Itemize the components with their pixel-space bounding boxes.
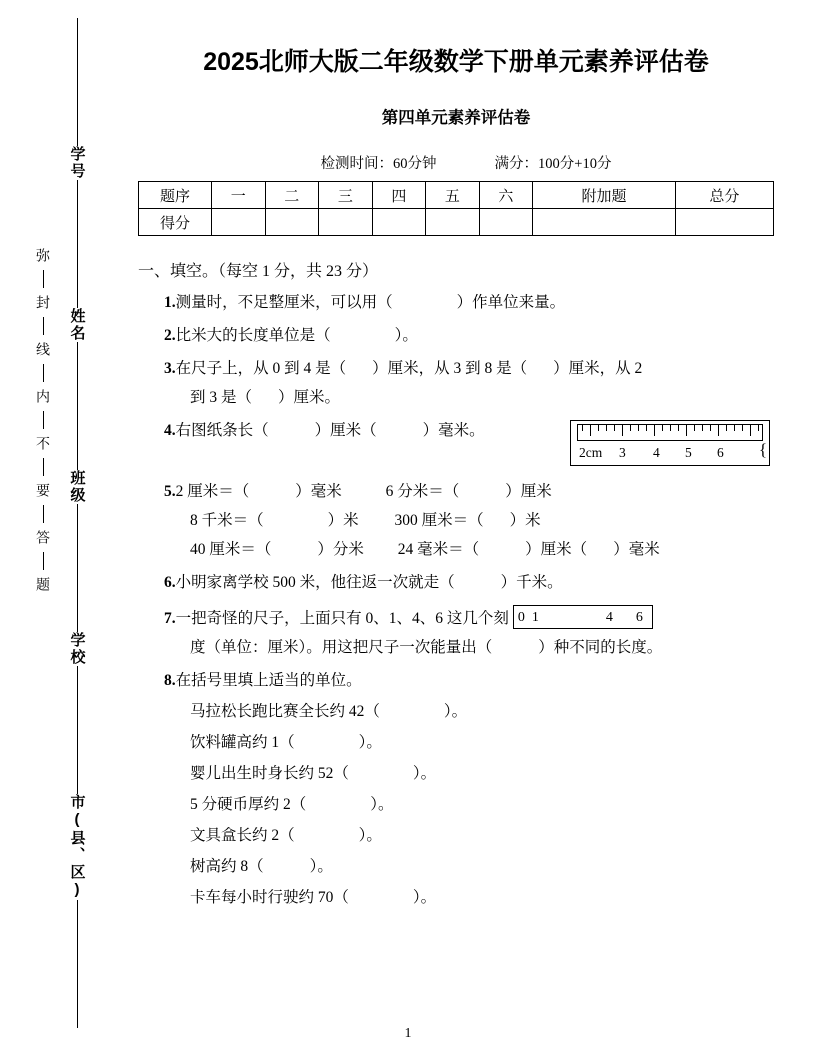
- score-table-header-cell: 五: [426, 182, 480, 209]
- question-4: [138, 420, 774, 470]
- question-8-item-2: [138, 732, 774, 754]
- seal-inner-dash: [43, 505, 44, 523]
- score-table-header-cell: 六: [479, 182, 533, 209]
- seal-inner-dash: [43, 317, 44, 335]
- seal-strip: [26, 18, 126, 1028]
- score-table-row-label: 得分: [139, 209, 212, 236]
- item-text-b: ）。: [412, 889, 437, 906]
- question-5-line1-b: ）毫米: [295, 483, 342, 500]
- seal-label-name: 姓名: [68, 308, 86, 342]
- question-8-item-5: [138, 825, 774, 847]
- ruler-label-3: 5: [685, 445, 692, 460]
- question-3-number: 3.: [164, 360, 176, 377]
- seal-label-city: 市(县、区): [68, 794, 86, 900]
- seal-divider-line: [77, 504, 78, 632]
- score-table: [138, 181, 774, 236]
- score-cell[interactable]: [426, 209, 480, 236]
- strange-ruler-figure: [513, 605, 653, 629]
- seal-divider-line: [77, 666, 78, 794]
- question-5-line2-b: ）米: [327, 512, 359, 529]
- seal-inner-dash: [43, 458, 44, 476]
- score-table-header-cell: 二: [265, 182, 319, 209]
- seal-inner-dash: [43, 270, 44, 288]
- question-2: [138, 325, 774, 347]
- question-8-item-3: [138, 763, 774, 785]
- table-row: [139, 209, 774, 236]
- question-3-line2: [138, 387, 774, 409]
- question-5-line2-a: 8 千米＝（: [190, 512, 264, 529]
- question-5-line1-a: 2 厘米＝（: [175, 483, 250, 500]
- page-subtitle: 第四单元素养评估卷: [381, 109, 531, 127]
- page-title: 2025北师大版二年级数学下册单元素养评估卷: [203, 48, 709, 76]
- seal-divider-line: [77, 900, 78, 1028]
- question-7-line1-a: 一把奇怪的尺子，上面只有 0、1、4、6 这几个刻: [175, 610, 509, 627]
- seal-inner-char-2: 封: [35, 295, 51, 310]
- item-text-a: 饮料罐高约 1（: [190, 734, 295, 751]
- score-table-header-cell: 四: [372, 182, 426, 209]
- exam-meta: [138, 152, 774, 173]
- item-text-a: 婴儿出生时身长约 52（: [190, 765, 349, 782]
- ruler-tick-marks: [577, 424, 763, 441]
- question-5-line3-b: ）分米: [317, 541, 364, 558]
- ruler-label-2: 4: [653, 445, 660, 460]
- exam-full-score: 满分：100分+10分: [494, 156, 612, 172]
- question-5-line3-e: ）毫米: [613, 541, 660, 558]
- score-table-header-cell: 附加题: [533, 182, 676, 209]
- question-4-number: 4.: [164, 422, 176, 439]
- ruler-graphic: [570, 420, 770, 466]
- item-text-b: ）。: [358, 734, 382, 751]
- seal-inner-column: [28, 18, 58, 1028]
- table-row: [139, 182, 774, 209]
- score-table-header-cell: 三: [319, 182, 373, 209]
- question-6-text-a: 小明家离学校 500 米，他往返一次就走（: [175, 574, 455, 591]
- question-5-line2-d: ）米: [509, 512, 541, 529]
- seal-inner-char-3: 线: [35, 342, 51, 357]
- item-text-b: ）。: [412, 765, 437, 782]
- ruler-edge-curve-icon: {: [758, 440, 767, 459]
- score-table-header-cell: 题序: [139, 182, 212, 209]
- page-number: 1: [404, 1026, 412, 1041]
- question-8-head: 在括号里填上适当的单位。: [175, 672, 362, 689]
- ruler-label-0: 2cm: [579, 445, 603, 460]
- question-4-text-b: ）厘米（: [314, 422, 377, 439]
- score-cell[interactable]: [372, 209, 426, 236]
- question-3-line1-c: ）厘米，从 2: [553, 360, 643, 377]
- seal-label-class: 班级: [68, 470, 86, 504]
- exam-paper-body: [138, 28, 774, 909]
- question-5-line3-c: 24 毫米＝（: [397, 541, 480, 558]
- question-1-number: 1.: [164, 294, 176, 311]
- item-text-b: ）。: [443, 703, 468, 720]
- seal-outer-column: [62, 18, 92, 1028]
- question-7: [138, 605, 774, 630]
- score-cell[interactable]: [319, 209, 373, 236]
- seal-inner-char-5: 不: [35, 436, 51, 451]
- item-text-a: 文具盒长约 2（: [190, 827, 295, 844]
- strange-ruler-label-1: 1: [531, 610, 539, 625]
- question-7-line2-b: ）种不同的长度。: [538, 639, 663, 656]
- seal-label-student-id: 学号: [68, 146, 86, 180]
- seal-inner-char-8: 题: [35, 577, 51, 592]
- seal-inner-char-1: 弥: [35, 248, 51, 263]
- seal-inner-char-7: 答: [35, 530, 51, 545]
- seal-label-school: 学校: [68, 632, 86, 666]
- item-text-a: 马拉松长跑比赛全长约 42（: [190, 703, 380, 720]
- item-text-b: ）。: [358, 827, 382, 844]
- question-5-line2: [138, 510, 774, 532]
- question-3-line1-a: 在尺子上，从 0 到 4 是（: [175, 360, 347, 377]
- item-text-b: ）。: [309, 858, 333, 875]
- strange-ruler-label-6: 6: [635, 610, 643, 625]
- question-8-number: 8.: [164, 672, 176, 689]
- question-3-line2-b: ）厘米。: [278, 389, 341, 406]
- question-7-line2: [138, 637, 774, 659]
- item-text-a: 5 分硬币厚约 2（: [190, 796, 307, 813]
- strange-ruler-label-4: 4: [605, 610, 613, 625]
- score-cell[interactable]: [533, 209, 676, 236]
- seal-inner-dash: [43, 552, 44, 570]
- question-3-line2-a: 到 3 是（: [190, 389, 253, 406]
- question-1-text-b: ）作单位来量。: [456, 294, 566, 311]
- seal-divider-line: [77, 18, 78, 146]
- question-6-number: 6.: [164, 574, 176, 591]
- question-8-item-1: [138, 701, 774, 723]
- question-6: [138, 572, 774, 594]
- seal-divider-line: [77, 342, 78, 470]
- question-5-line2-c: 300 厘米＝（: [394, 512, 484, 529]
- question-5: [138, 481, 774, 503]
- item-text-b: ）。: [370, 796, 394, 813]
- exam-duration: 检测时间：60分钟: [320, 156, 437, 172]
- question-5-number: 5.: [164, 483, 176, 500]
- question-5-line3-d: ）厘米（: [525, 541, 588, 558]
- question-5-line3-a: 40 厘米＝（: [190, 541, 272, 558]
- seal-divider-line: [77, 180, 78, 308]
- score-cell[interactable]: [479, 209, 533, 236]
- seal-inner-dash: [43, 364, 44, 382]
- question-8: [138, 670, 774, 692]
- score-table-header-cell: 一: [212, 182, 266, 209]
- question-8-item-6: [138, 856, 774, 878]
- question-5-line1-c: 6 分米＝（: [385, 483, 460, 500]
- question-1-text-a: 测量时，不足整厘米，可以用（: [175, 294, 393, 311]
- item-text-a: 卡车每小时行驶约 70（: [190, 889, 349, 906]
- question-2-number: 2.: [164, 327, 176, 344]
- question-2-text-a: 比米大的长度单位是（: [175, 327, 331, 344]
- question-2-text-b: ）。: [394, 327, 418, 344]
- question-3-line1-b: ）厘米，从 3 到 8 是（: [372, 360, 528, 377]
- item-text-a: 树高约 8（: [190, 858, 264, 875]
- question-8-item-7: [138, 887, 774, 909]
- question-4-text-a: 右图纸条长（: [175, 422, 269, 439]
- score-cell[interactable]: [212, 209, 266, 236]
- score-cell[interactable]: [265, 209, 319, 236]
- seal-inner-char-4: 内: [35, 389, 51, 404]
- ruler-number-labels: [577, 440, 767, 463]
- question-7-line2-a: 度（单位：厘米）。用这把尺子一次能量出（: [190, 639, 493, 656]
- ruler-label-4: 6: [717, 445, 724, 460]
- paper-ruler-figure: [570, 420, 774, 466]
- question-8-item-4: [138, 794, 774, 816]
- strange-ruler-label-0: 0: [517, 610, 525, 625]
- question-7-number: 7.: [164, 610, 176, 627]
- question-5-line1-d: ）厘米: [505, 483, 552, 500]
- seal-inner-char-6: 要: [35, 483, 51, 498]
- question-3: [138, 358, 774, 380]
- score-table-header-cell: 总分: [675, 182, 773, 209]
- question-6-text-b: ）千米。: [500, 574, 563, 591]
- seal-inner-dash: [43, 411, 44, 429]
- question-1: [138, 292, 774, 314]
- question-5-line3: [138, 539, 774, 561]
- section-1-heading: 一、填空。（每空 1 分，共 23 分）: [138, 263, 379, 280]
- score-cell[interactable]: [675, 209, 773, 236]
- question-4-text-c: ）毫米。: [422, 422, 485, 439]
- ruler-label-1: 3: [619, 445, 626, 460]
